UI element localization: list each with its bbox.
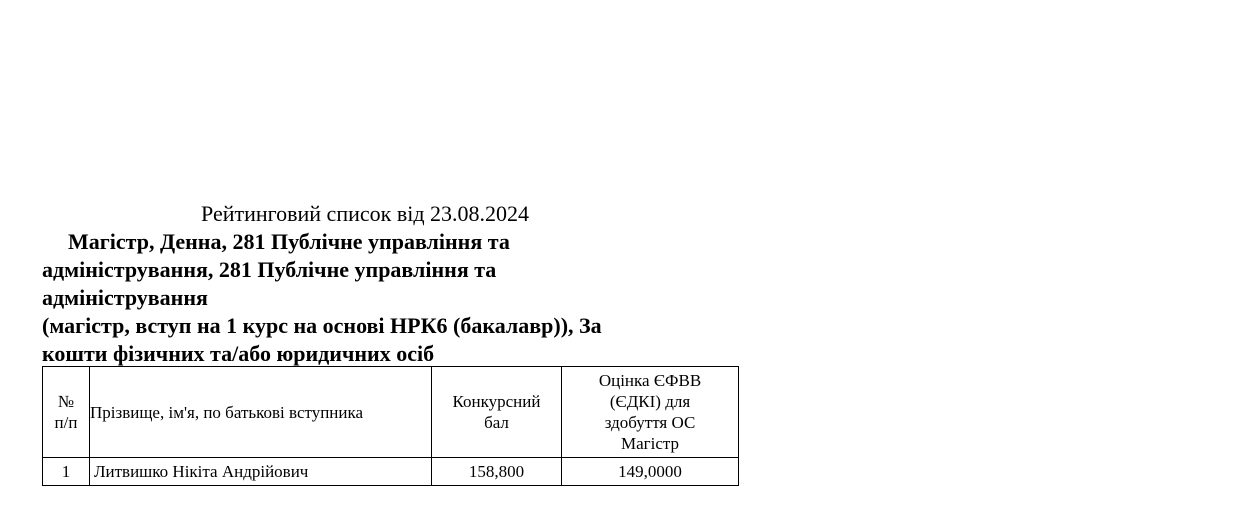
rating-table [42, 366, 739, 486]
header-score-line: бал [484, 413, 509, 432]
header-grade [562, 367, 739, 458]
cell-score: 158,800 [432, 458, 562, 486]
list-subtitle: Рейтинговий список від 23.08.2024 [201, 201, 530, 226]
header-number-line: п/п [54, 413, 78, 432]
program-title [42, 228, 702, 368]
header-number [43, 367, 90, 458]
title-line: Магістр, Денна, 281 Публічне управління та [68, 229, 510, 254]
header-grade-line: (ЄДКІ) для [609, 392, 691, 411]
header-number-line: № [57, 392, 75, 411]
title-line: адміністрування [42, 285, 208, 310]
header-name: Прізвище, ім'я, по батькові вступника [90, 367, 432, 458]
title-line: кошти фізичних та/або юридичних осіб [42, 341, 435, 366]
header-grade-line: здобуття ОС [604, 413, 696, 432]
cell-grade: 149,0000 [562, 458, 739, 486]
cell-number: 1 [43, 458, 90, 486]
table-header-row [43, 367, 739, 458]
cell-name: Литвишко Нікіта Андрійович [90, 458, 432, 486]
header-score-line: Конкурсний [452, 392, 541, 411]
header-grade-line: Магістр [620, 434, 680, 453]
table-row [43, 458, 739, 486]
header-score [432, 367, 562, 458]
title-line: (магістр, вступ на 1 курс на основі НРК6 (бакалавр)), За [42, 313, 602, 338]
title-line: адміністрування, 281 Публічне управління та [42, 257, 497, 282]
header-grade-line: Оцінка ЄФВВ [598, 371, 702, 390]
